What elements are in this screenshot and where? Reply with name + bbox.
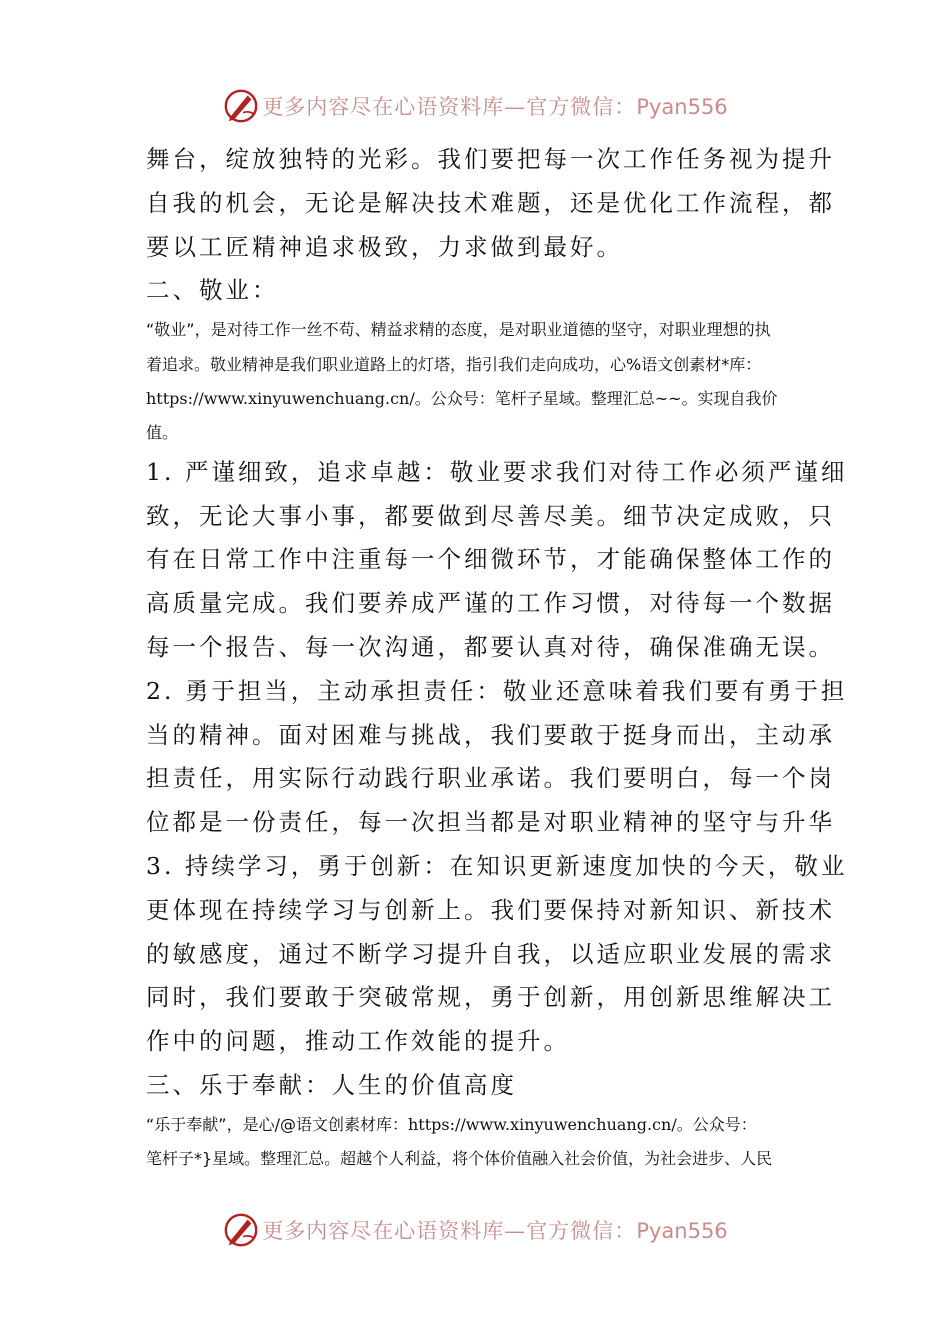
small-text-line xyxy=(146,1108,811,1142)
text-line: 1. 严谨细致，追求卓越：敬业要求我们对待工作必须严谨细 xyxy=(146,457,848,486)
text-line: 担责任，用实际行动践行职业承诺。我们要明白，每一个岗 xyxy=(146,764,835,793)
small-text-fragment: 。公众号： xyxy=(676,1114,757,1134)
small-text-fragment: “乐于奉献”，是心/@语文创素材库： xyxy=(146,1114,408,1134)
website-url: https://www.xinyuwenchuang.cn/ xyxy=(146,389,415,408)
section-heading-3: 三、乐于奉献：人生的价值高度 xyxy=(146,1070,517,1099)
banner-account: Pyan556 xyxy=(636,95,728,119)
text-line: 3. 持续学习，勇于创新：在知识更新速度加快的今天，敬业 xyxy=(146,851,848,880)
text-line: 有在日常工作中注重每一个细微环节，才能确保整体工作的 xyxy=(146,545,835,574)
text-line: 的敏感度，通过不断学习提升自我，以适应职业发展的需求 xyxy=(146,939,835,968)
text-line: 自我的机会，无论是解决技术难题，还是优化工作流程，都 xyxy=(146,188,835,217)
text-line: 当的精神。面对困难与挑战，我们要敢于挺身而出，主动承 xyxy=(146,720,835,749)
text-line: 高质量完成。我们要养成严谨的工作习惯，对待每一个数据 xyxy=(146,589,835,618)
text-line: 同时，我们要敢于突破常规，勇于创新，用创新思维解决工 xyxy=(146,983,835,1012)
small-text-line: 着追求。敬业精神是我们职业道路上的灯塔，指引我们走向成功，心%语文创素材*库： xyxy=(146,354,762,374)
text-line: 作中的问题，推动工作效能的提升。 xyxy=(146,1027,570,1056)
small-text-line xyxy=(146,382,811,416)
text-line: 要以工匠精神追求极致，力求做到最好。 xyxy=(146,232,623,261)
banner-text: 更多内容尽在心语资料库—官方微信： xyxy=(262,95,637,119)
text-line: 更体现在持续学习与创新上。我们要保持对新知识、新技术 xyxy=(146,895,835,924)
website-url: https://www.xinyuwenchuang.cn/ xyxy=(407,1114,677,1134)
text-line: 舞台，绽放独特的光彩。我们要把每一次工作任务视为提升 xyxy=(146,145,835,173)
small-text-line: 笔杆子*}星域。整理汇总。超越个人利益，将个体价值融入社会价值，为社会进步、人民 xyxy=(146,1149,773,1169)
pen-logo-icon xyxy=(222,87,260,125)
small-text-line: “敬业”，是对待工作一丝不苟、精益求精的态度，是对职业道德的坚守，对职业理想的执 xyxy=(146,320,771,340)
pen-logo-icon xyxy=(222,1211,260,1249)
text-line: 每一个报告、每一次沟通，都要认真对待，确保准确无误。 xyxy=(146,633,835,661)
text-line: 位都是一份责任，每一次担当都是对职业精神的坚守与升华 xyxy=(146,808,835,837)
text-line: 2. 勇于担当，主动承担责任：敬业还意味着我们要有勇于担 xyxy=(146,676,848,705)
text-line: 致，无论大事小事，都要做到尽善尽美。细节决定成败，只 xyxy=(146,501,835,530)
section-heading-2: 二、敬业： xyxy=(146,276,279,305)
small-text-line: 值。 xyxy=(146,423,179,443)
document-body xyxy=(146,138,848,1177)
banner-account: Pyan556 xyxy=(636,1219,728,1243)
small-text-fragment: 。公众号：笔杆子星域。整理汇总~~。实现自我价 xyxy=(414,389,778,408)
footer-banner xyxy=(0,1210,950,1250)
banner-text: 更多内容尽在心语资料库—官方微信： xyxy=(262,1219,637,1243)
header-banner xyxy=(0,86,950,126)
